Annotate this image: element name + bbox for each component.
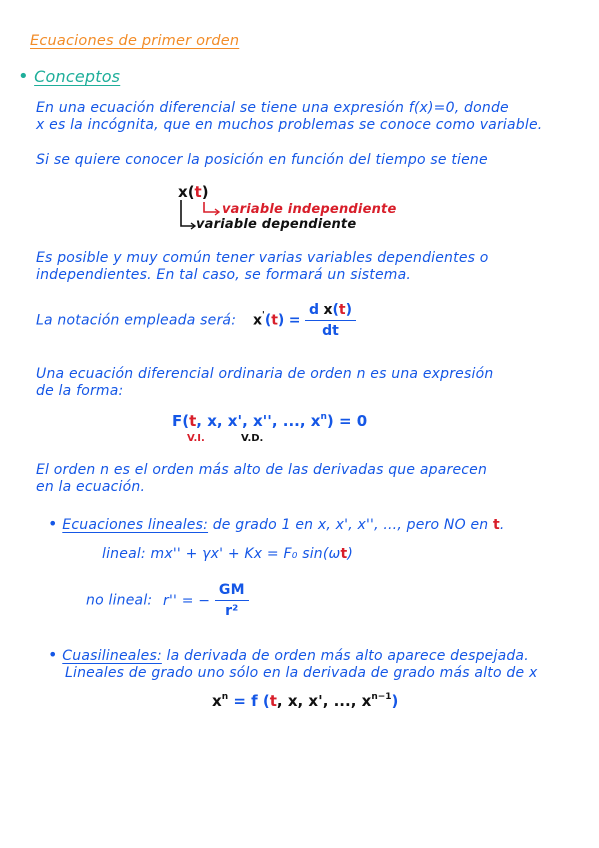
- general-t: t: [189, 412, 197, 430]
- general-args: , x, x', x'', ..., x: [196, 412, 321, 430]
- diagram-x: x: [178, 183, 188, 201]
- section-heading: [18, 66, 120, 87]
- gm-numerator: GM: [218, 582, 245, 598]
- dependent-label: variable dependiente: [196, 217, 357, 232]
- notation-t: t: [271, 312, 278, 329]
- gm-denominator: r²: [225, 603, 239, 619]
- paragraph-order: [36, 462, 487, 496]
- independent-label: variable independiente: [222, 202, 397, 217]
- linear-text: de grado 1 en x, x', x'', ..., pero NO en: [212, 517, 489, 533]
- bullet-icon: •: [48, 645, 58, 664]
- quasilinear-equation: [212, 692, 398, 710]
- notation-label: La notación empleada será:: [36, 312, 237, 329]
- fraction-bar: [215, 600, 249, 601]
- quasi-f: = f (: [228, 692, 270, 710]
- frac-t: t: [338, 302, 346, 318]
- notation-x: x: [253, 312, 263, 329]
- general-form-equation: F(t, x, x', x'', ..., $x^n) = 0$: [172, 412, 368, 430]
- frac-x: x: [323, 302, 333, 318]
- notation-prime: ': [262, 310, 265, 321]
- derivative-fraction: $\frac{\text{d x(t)}}{dt}$: [305, 302, 356, 339]
- quasilinear-bullet: [48, 646, 537, 682]
- quasi-close: ): [391, 692, 399, 710]
- paragraph-ode-definition: [36, 366, 493, 400]
- section-label: Conceptos: [34, 67, 121, 86]
- general-F: F: [172, 412, 183, 430]
- paragraph-position: Si se quiere conocer la posición en función del tiempo se tiene: [36, 152, 488, 168]
- lineal-equation: mx'' + γx' + Kx = F₀ sin(ω: [150, 546, 341, 562]
- paragraph-line: En una ecuación diferencial se tiene una expresión f(x)=0, donde: [36, 100, 509, 116]
- quasi-args: , x, x', ..., x: [276, 692, 372, 710]
- paragraph-line: Una ecuación diferencial ordinaria de orden n es una expresión: [36, 366, 494, 382]
- nolineal-lhs: r'' = −: [163, 592, 211, 609]
- nolineal-label: no lineal:: [86, 592, 153, 609]
- lineal-t: t: [340, 546, 348, 562]
- lineal-label: lineal:: [102, 546, 146, 562]
- general-n: n: [320, 412, 327, 422]
- quasi-n: n: [221, 692, 229, 702]
- frac-d: d: [308, 302, 319, 318]
- paragraph-intro: [36, 100, 542, 134]
- notation-row: La notación empleada será: x'(t) = $\frac{\text{d x(t)}}{dt}$: [36, 302, 356, 339]
- paragraph-line: Es posible y muy común tener varias variables dependientes o: [36, 250, 489, 266]
- vi-label: V.I.: [187, 433, 205, 444]
- quasi-sup: n−1: [371, 692, 392, 702]
- frac-denominator: dt: [322, 323, 339, 339]
- quasi-t: t: [269, 692, 277, 710]
- bullet-icon: •: [48, 514, 58, 533]
- paragraph-line: independientes. En tal caso, se formará un sistema.: [36, 267, 412, 283]
- linear-period: .: [499, 517, 505, 533]
- linear-t: t: [492, 517, 500, 533]
- paragraph-line: x es la incógnita, que en muchos problemas se conoce como variable.: [36, 117, 543, 133]
- nonlinear-example: [86, 582, 249, 619]
- notation-equals: =: [288, 312, 301, 329]
- linear-example: [102, 546, 353, 562]
- quasilinear-heading: Cuasilineales:: [62, 648, 162, 664]
- diagram-t: t: [194, 183, 202, 201]
- linear-heading: Ecuaciones lineales:: [62, 517, 209, 533]
- dependent-arrow-icon: [181, 200, 194, 226]
- diagram-paren-open: (: [187, 183, 195, 201]
- quasilinear-text1: la derivada de orden más alto aparece despejada.: [166, 648, 529, 664]
- linear-bullet: [48, 514, 505, 533]
- gm-fraction: [215, 582, 249, 619]
- bullet-icon: •: [18, 66, 29, 87]
- paragraph-line: El orden n es el orden más alto de las derivadas que aparecen: [36, 462, 488, 478]
- quasi-x: x: [212, 692, 222, 710]
- fraction-bar: [305, 320, 356, 321]
- vd-label: V.D.: [241, 433, 264, 444]
- general-tail: ) = 0: [326, 412, 368, 430]
- page-title: Ecuaciones de primer orden: [30, 33, 240, 49]
- paragraph-line: en la ecuación.: [36, 479, 146, 495]
- quasilinear-text2: Lineales de grado uno sólo en la derivada de grado más alto de x: [65, 665, 538, 681]
- diagram-paren-close: ): [201, 183, 209, 201]
- paragraph-line: de la forma:: [36, 383, 124, 399]
- paragraph-systems: [36, 250, 489, 284]
- lineal-close: ): [347, 546, 354, 562]
